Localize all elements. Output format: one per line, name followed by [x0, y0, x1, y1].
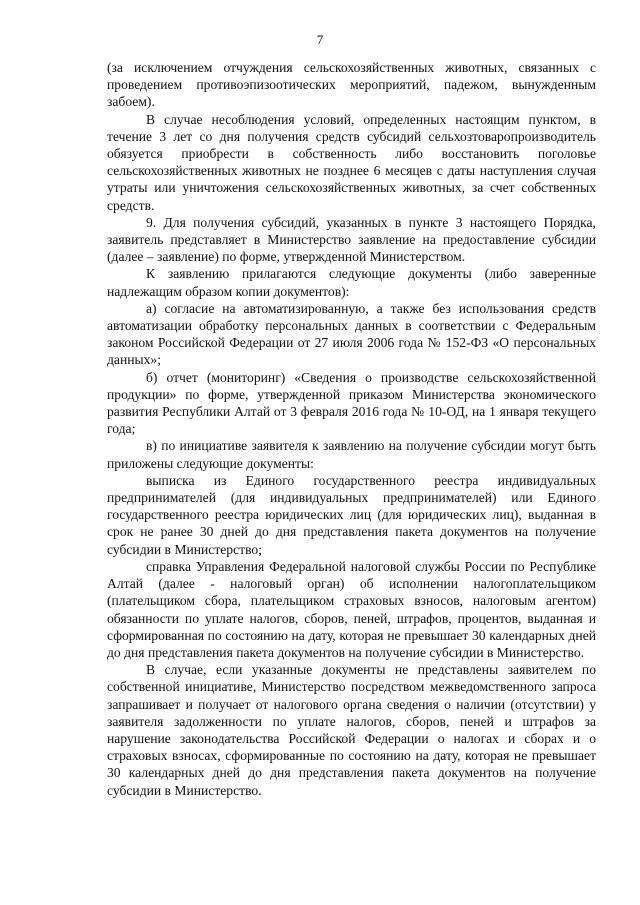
paragraph: выписка из Единого государственного реестра индивидуальных предпринимателей (для индивидуальных предпринимателей) или Единого государственного реестра юридических лиц (для юридических лиц), выданная в срок не ранее 30 дней до дня представления пакета документов на получение субсидии в Министерство;: [107, 472, 596, 557]
paragraph: справка Управления Федеральной налоговой службы России по Республике Алтай (далее - налоговый орган) об исполнении налогоплательщиком (плательщиком сбора, плательщиком страховых взносов, налоговым агентом) обязанности по уплате налогов, сборов, пеней, штрафов, процентов, выданная и сформированная по состоянию на дату, которая не превышает 30 календарных дней до дня представления пакета документов на получение субсидии в Министерство.: [107, 558, 596, 660]
paragraph: (за исключением отчуждения сельскохозяйственных животных, связанных с проведением противоэпизоотических мероприятий, падежом, вынужденным забоем).: [107, 60, 596, 110]
paragraph: а) согласие на автоматизированную, а также без использования средств автоматизации обработку персональных данных в соответствии с Федеральным законом Российской Федерации от 27 июля 2006 года № 152-ФЗ «О персональных данных»;: [107, 300, 596, 368]
paragraph: 9. Для получения субсидий, указанных в пункте 3 настоящего Порядка, заявитель представляет в Министерство заявление на предоставление субсидии (далее – заявление) по форме, утвержденной Министерством.: [107, 214, 596, 265]
paragraph: в) по инициативе заявителя к заявлению на получение субсидии могут быть приложены следующие документы:: [107, 438, 596, 471]
paragraph: б) отчет (мониторинг) «Сведения о производстве сельскохозяйственной продукции» по форме, утвержденной приказом Министерства экономического развития Республики Алтай от 3 февраля 2016 года № 10-ОД, на 1 января текущего года;: [107, 369, 596, 437]
page-number: 7: [316, 32, 324, 47]
document-body: [107, 59, 596, 799]
paragraph: В случае, если указанные документы не представлены заявителем по собственной инициативе, Министерство посредством межведомственного запроса запрашивает и получает от налогового органа сведения о наличии (отсутствии) у заявителя задолженности по уплате налогов, сборов, пеней и штрафов за нарушение законодательства Российской Федерации о налогах и сборах и о страховых взносах, сформированные по состоянию на дату, которая не превышает 30 календарных дней до дня представления пакета документов на получение субсидии в Министерство.: [107, 662, 596, 798]
paragraph: К заявлению прилагаются следующие документы (либо заверенные надлежащим образом копии документов):: [107, 266, 596, 299]
paragraph: В случае несоблюдения условий, определенных настоящим пунктом, в течение 3 лет со дня получения средств субсидий сельхозтоваропроизводитель обязуется приобрести в собственность либо восстановить поголовье сельскохозяйственных животных не позднее 6 месяцев с даты наступления случая утраты или уничтожения сельскохозяйственных животных, за счет собственных средств.: [107, 111, 596, 213]
